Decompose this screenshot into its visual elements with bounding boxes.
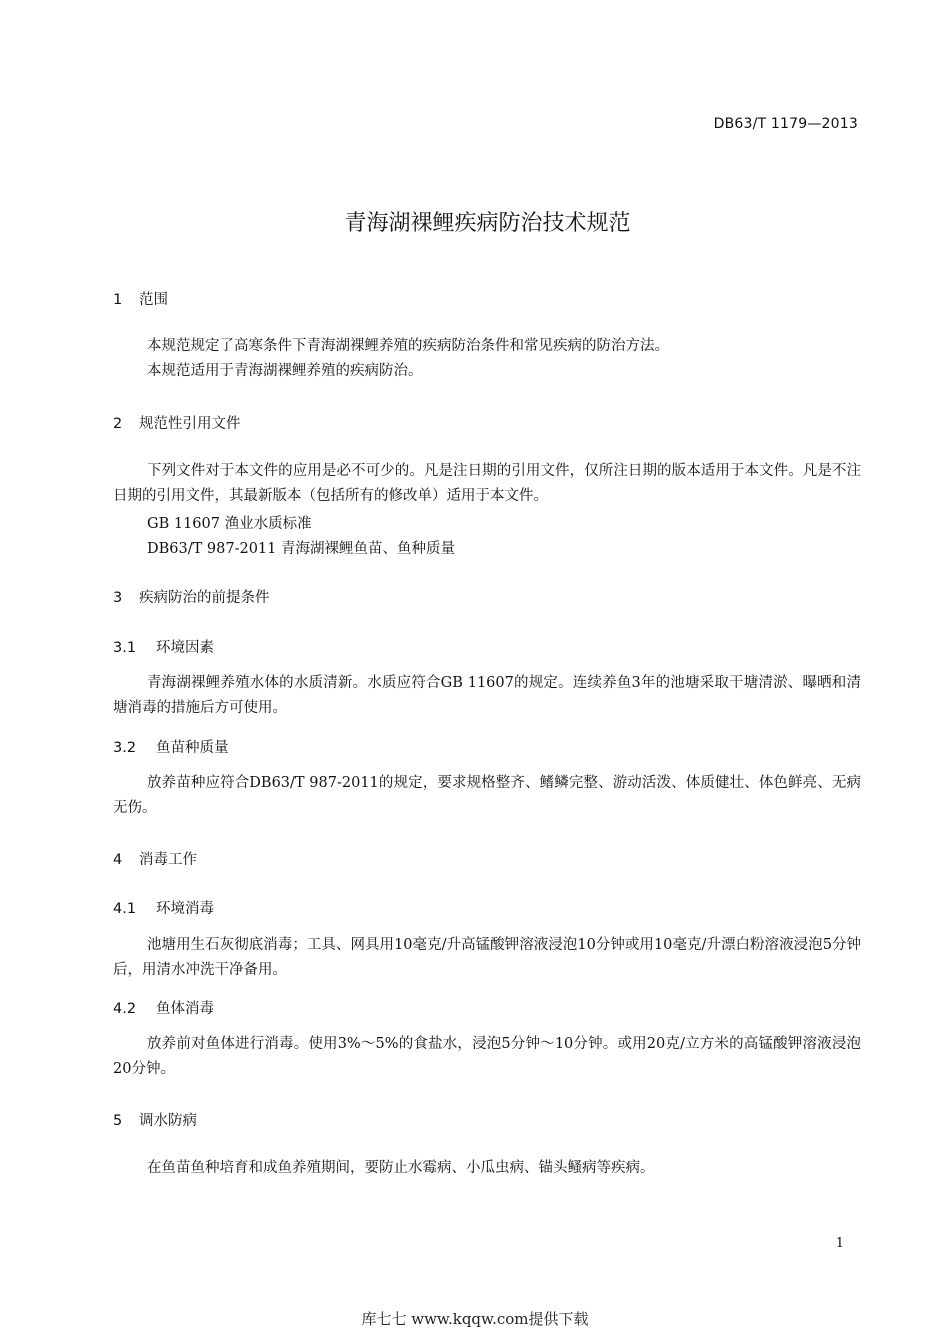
download-footer: 库七七 www.kqqw.com提供下载 [361,1310,589,1328]
section-title: 疾病防治的前提条件 [139,590,270,606]
section-2-heading [113,412,241,433]
section-3-1-heading [113,636,214,657]
section-4-1-heading [113,897,214,918]
section-title: 环境消毒 [156,901,214,917]
section-title: 范围 [139,292,168,308]
section-5-paragraph: 在鱼苗鱼种培育和成鱼养殖期间，要防止水霉病、小瓜虫病、锚头鳋病等疾病。 [147,1160,655,1176]
section-number: 4.2 [113,1001,137,1017]
standard-code: DB63/T 1179—2013 [713,116,858,132]
section-number: 1 [113,292,123,308]
section-1-heading [113,288,168,309]
reference-gb-11607: GB 11607 渔业水质标准 [147,516,312,532]
page-number: 1 [835,1236,844,1251]
section-5-heading [113,1109,197,1130]
section-title: 鱼苗种质量 [156,740,229,756]
section-2-paragraph: 下列文件对于本文件的应用是必不可少的。凡是注日期的引用文件，仅所注日期的版本适用于本文件。凡是不注日期的引用文件，其最新版本（包括所有的修改单）适用于本文件。 [113,463,861,504]
section-number: 3 [113,590,123,606]
section-3-1-paragraph: 青海湖裸鲤养殖水体的水质清新。水质应符合GB 11607的规定。连续养鱼3年的池塘采取干塘清淤、曝晒和清塘消毒的措施后方可使用。 [113,675,861,716]
section-4-1-paragraph: 池塘用生石灰彻底消毒；工具、网具用10毫克/升高锰酸钾溶液浸泡10分钟或用10毫克/升漂白粉溶液浸泡5分钟后，用清水冲洗干净备用。 [113,937,861,978]
section-3-2-heading [113,736,229,757]
section-4-heading [113,848,197,869]
section-number: 3.1 [113,640,137,656]
section-number: 2 [113,416,123,432]
section-1-paragraph-2: 本规范适用于青海湖裸鲤养殖的疾病防治。 [147,363,423,379]
section-3-2-paragraph: 放养苗种应符合DB63/T 987-2011的规定，要求规格整齐、鳍鳞完整、游动活泼、体质健壮、体色鲜亮、无病无伤。 [113,775,861,816]
section-title: 调水防病 [139,1113,197,1129]
section-title: 鱼体消毒 [156,1001,214,1017]
section-title: 环境因素 [156,640,214,656]
section-number: 3.2 [113,740,137,756]
document-title: 青海湖裸鲤疾病防治技术规范 [344,211,631,236]
reference-db63-987: DB63/T 987-2011 青海湖裸鲤鱼苗、鱼种质量 [147,541,455,557]
section-number: 5 [113,1113,123,1129]
section-title: 消毒工作 [139,852,197,868]
section-4-2-paragraph: 放养前对鱼体进行消毒。使用3%～5%的食盐水，浸泡5分钟～10分钟。或用20克/立方米的高锰酸钾溶液浸泡20分钟。 [113,1036,861,1077]
section-number: 4 [113,852,123,868]
section-1-paragraph-1: 本规范规定了高寒条件下青海湖裸鲤养殖的疾病防治条件和常见疾病的防治方法。 [147,338,669,354]
section-title: 规范性引用文件 [139,416,241,432]
section-4-2-heading [113,997,214,1018]
section-3-heading [113,586,270,607]
section-number: 4.1 [113,901,137,917]
